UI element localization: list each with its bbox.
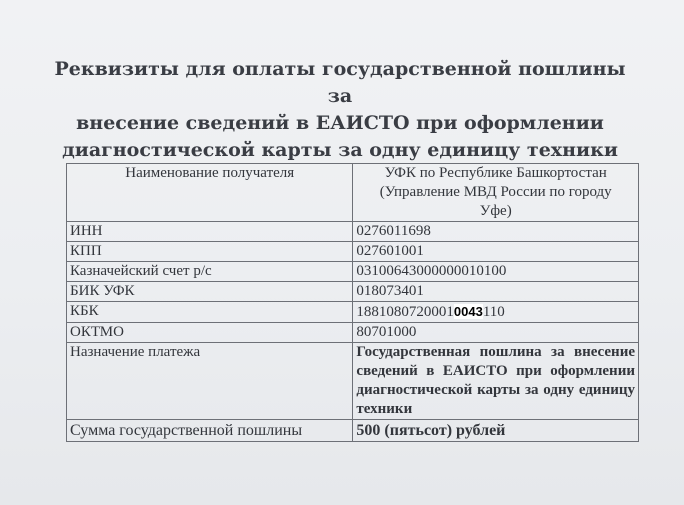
inn-value: 0276011698 (353, 222, 639, 242)
purpose-label: Назначение платежа (67, 343, 353, 420)
oktmo-label: ОКТМО (67, 323, 353, 343)
recipient-label: Наименование получателя (67, 164, 353, 222)
title-line-3: диагностической карты за одну единицу техники (62, 139, 618, 161)
account-label: Казначейский счет р/с (67, 262, 353, 282)
oktmo-value: 80701000 (353, 323, 639, 343)
recipient-value-line-1: УФК по Республике Башкортостан (384, 165, 607, 181)
kbk-value-suffix: 110 (482, 304, 505, 320)
purpose-value: Государственная пошлина за внесение сведений в ЕАИСТО при оформлении диагностической карты за одну единицу техники (353, 343, 639, 420)
inn-label: ИНН (67, 222, 353, 242)
kbk-label: КБК (67, 302, 353, 323)
row-kbk (67, 302, 639, 323)
kpp-label: КПП (67, 242, 353, 262)
row-recipient (67, 164, 639, 222)
amount-value: 500 (пятьсот) рублей (353, 420, 639, 442)
recipient-value-line-3: Уфе) (479, 203, 512, 219)
document-title (40, 56, 640, 164)
bik-label: БИК УФК (67, 282, 353, 302)
payment-details-table (66, 163, 639, 442)
row-kpp (67, 242, 639, 262)
row-purpose (67, 343, 639, 420)
kbk-value (353, 302, 639, 323)
row-inn (67, 222, 639, 242)
row-oktmo (67, 323, 639, 343)
row-bik (67, 282, 639, 302)
kbk-value-highlight: 0043 (453, 304, 483, 319)
kpp-value: 027601001 (353, 242, 639, 262)
title-line-2: внесение сведений в ЕАИСТО при оформлении (76, 112, 604, 134)
title-line-1: Реквизиты для оплаты государственной пошлины за (54, 58, 626, 107)
row-amount (67, 420, 639, 442)
bik-value: 018073401 (353, 282, 639, 302)
amount-label: Сумма государственной пошлины (67, 420, 353, 442)
recipient-value-line-2: (Управление МВД России по городу (379, 184, 612, 200)
row-account (67, 262, 639, 282)
account-value: 03100643000000010100 (353, 262, 639, 282)
recipient-value (353, 164, 639, 222)
kbk-value-prefix: 1881080720001 (356, 304, 454, 320)
